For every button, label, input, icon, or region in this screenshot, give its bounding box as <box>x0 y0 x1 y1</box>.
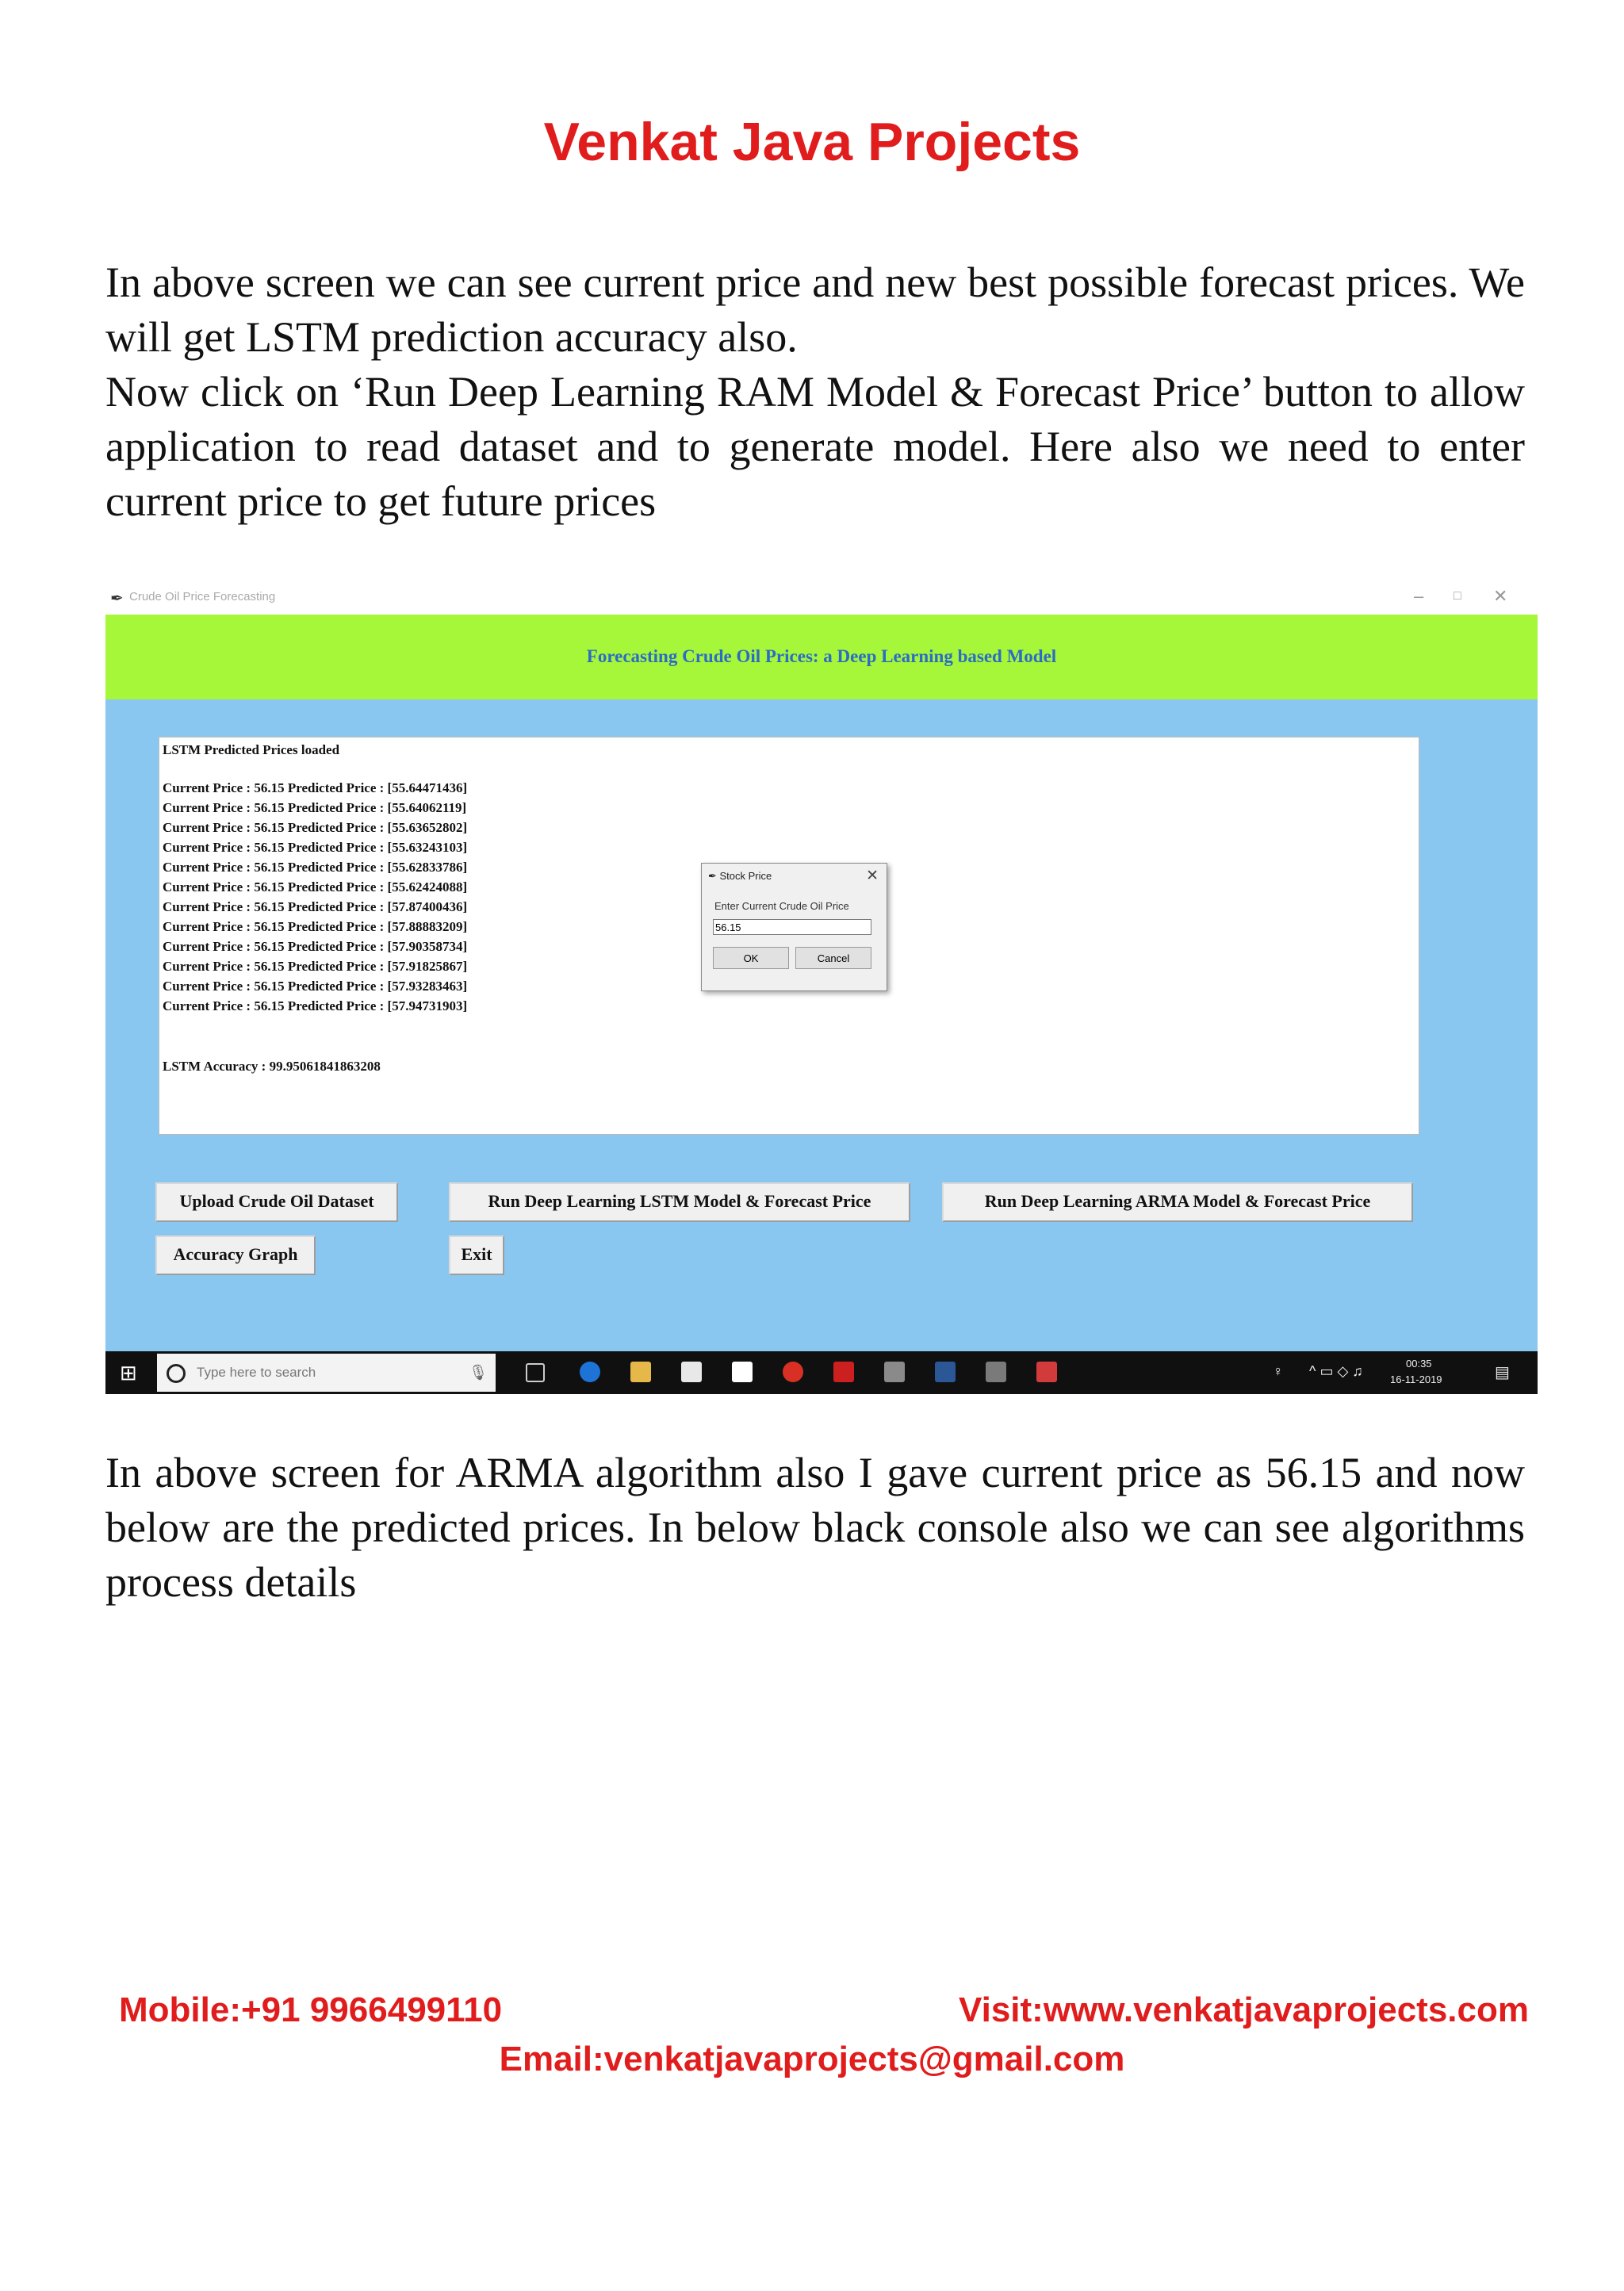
prediction-row: Current Price : 56.15 Predicted Price : [57.88883209] <box>163 919 468 934</box>
minimize-icon[interactable]: – <box>1414 586 1424 606</box>
people-icon[interactable]: ♀ <box>1273 1363 1284 1379</box>
prediction-row: Current Price : 56.15 Predicted Price : [57.93283463] <box>163 979 468 994</box>
accuracy-graph-button[interactable]: Accuracy Graph <box>155 1236 316 1275</box>
prediction-row: Current Price : 56.15 Predicted Price : [55.63652802] <box>163 820 468 835</box>
prediction-row: Current Price : 56.15 Predicted Price : [55.64471436] <box>163 780 468 795</box>
accuracy-text: LSTM Accuracy : 99.95061841863208 <box>163 1059 381 1074</box>
prediction-row: Current Price : 56.15 Predicted Price : [57.87400436] <box>163 899 468 914</box>
feather-icon: ✒ <box>110 590 124 607</box>
python-icon[interactable] <box>986 1362 1006 1382</box>
acrobat-icon[interactable] <box>833 1362 854 1382</box>
dialog-title-text: Stock Price <box>719 870 772 882</box>
terminal-icon[interactable] <box>884 1362 905 1382</box>
prediction-row: Current Price : 56.15 Predicted Price : [55.63243103] <box>163 840 468 855</box>
stock-price-dialog <box>701 863 887 991</box>
intro-paragraph <box>105 255 1525 529</box>
taskbar <box>105 1351 1538 1394</box>
run-lstm-button[interactable]: Run Deep Learning LSTM Model & Forecast Price <box>449 1182 910 1222</box>
cortana-icon <box>167 1364 186 1383</box>
footer-mobile: Mobile:+91 9966499110 <box>119 1990 503 2029</box>
word-icon[interactable] <box>935 1362 956 1382</box>
notification-icon[interactable]: ▤ <box>1495 1364 1510 1381</box>
mail-icon[interactable] <box>732 1362 753 1382</box>
footer-visit[interactable]: Visit:www.venkatjavaprojects.com <box>959 1990 1529 2029</box>
prediction-row: Current Price : 56.15 Predicted Price : [55.62833786] <box>163 860 468 875</box>
clock-date: 16-11-2019 <box>1390 1373 1442 1385</box>
run-arma-button[interactable]: Run Deep Learning ARMA Model & Forecast Price <box>942 1182 1413 1222</box>
app-heading: Forecasting Crude Oil Prices: a Deep Learning based Model <box>586 646 1057 666</box>
taskbar-search[interactable] <box>157 1354 496 1392</box>
maximize-icon[interactable]: □ <box>1454 589 1461 603</box>
file-explorer-icon[interactable] <box>630 1362 651 1382</box>
upload-dataset-button[interactable]: Upload Crude Oil Dataset <box>155 1182 398 1222</box>
prediction-row: Current Price : 56.15 Predicted Price : [57.91825867] <box>163 959 468 974</box>
clock-time: 00:35 <box>1406 1358 1432 1370</box>
paint-icon[interactable] <box>1036 1362 1057 1382</box>
status-text: LSTM Predicted Prices loaded <box>163 742 340 757</box>
microphone-icon[interactable]: 🎙︎ <box>468 1365 488 1381</box>
exit-button[interactable]: Exit <box>449 1236 504 1275</box>
close-icon[interactable]: ✕ <box>1493 586 1508 606</box>
arma-text: In above screen for ARMA algorithm also I gave current price as 56.15 and now below are the predicted prices. In below black console also we can see algorithms process details <box>105 1449 1525 1606</box>
prediction-row: Current Price : 56.15 Predicted Price : [55.62424088] <box>163 879 468 895</box>
prediction-row: Current Price : 56.15 Predicted Price : [57.94731903] <box>163 998 468 1013</box>
feather-icon: ✒ <box>708 870 720 882</box>
intro-line-1: In above screen we can see current price and new best possible forecast prices. We will get LSTM prediction accuracy also. <box>105 259 1525 361</box>
prediction-row: Current Price : 56.15 Predicted Price : [55.64062119] <box>163 800 467 815</box>
app-header <box>105 615 1538 699</box>
app-screenshot <box>105 581 1538 1394</box>
dialog-prompt: Enter Current Crude Oil Price <box>714 900 849 912</box>
page-title: Venkat Java Projects <box>543 112 1081 172</box>
intro-line-2: Now click on ‘Run Deep Learning RAM Model & Forecast Price’ button to allow application to read dataset and to generate model. Here also we need to enter current price to get future prices <box>105 368 1525 525</box>
footer-email[interactable]: Email:venkatjavaprojects@gmail.com <box>499 2040 1125 2078</box>
prediction-row: Current Price : 56.15 Predicted Price : [57.90358734] <box>163 939 468 954</box>
dialog-title <box>708 870 772 883</box>
cancel-button[interactable]: Cancel <box>795 947 871 969</box>
tray-icons[interactable]: ^ ▭ ◇ ♫ <box>1309 1363 1363 1379</box>
dialog-close-icon[interactable]: ✕ <box>866 868 879 884</box>
chrome-icon[interactable] <box>783 1362 803 1382</box>
task-view-icon[interactable] <box>526 1363 545 1382</box>
window-titlebar <box>105 581 1538 615</box>
ok-button[interactable]: OK <box>713 947 789 969</box>
search-placeholder: Type here to search <box>197 1365 316 1380</box>
windows-start-icon[interactable]: ⊞ <box>120 1361 137 1385</box>
store-icon[interactable] <box>681 1362 702 1382</box>
price-input[interactable]: 56.15 <box>713 919 871 935</box>
window-title: Crude Oil Price Forecasting <box>129 590 276 603</box>
edge-icon[interactable] <box>580 1362 600 1382</box>
arma-paragraph <box>105 1446 1525 1610</box>
